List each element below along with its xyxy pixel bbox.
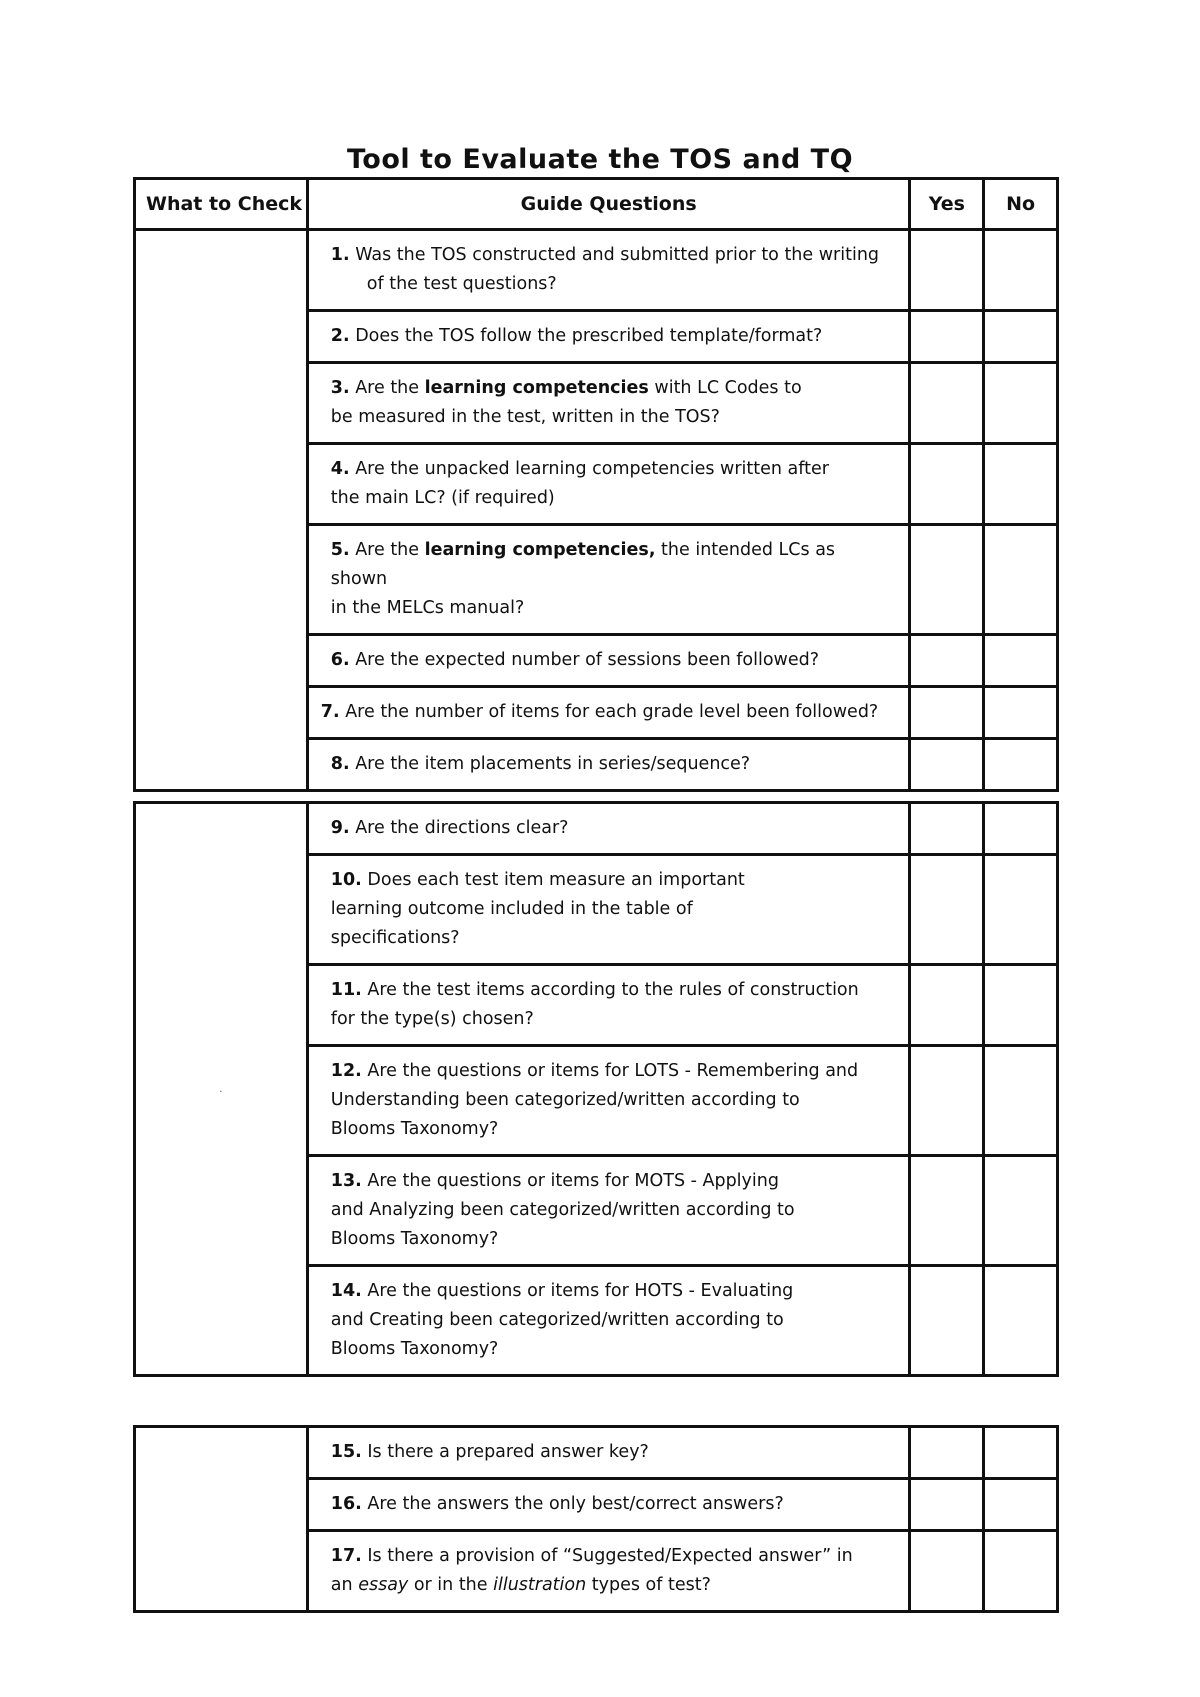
question-text: specifications? <box>330 928 460 948</box>
no-checkbox-15[interactable] <box>984 1427 1058 1479</box>
question-number: 4. <box>330 459 350 479</box>
what-to-check-header: What to Check <box>135 179 308 230</box>
question-text: Are the questions or items for HOTS - Evaluating <box>367 1281 794 1301</box>
question-text: of the test questions? <box>366 274 557 294</box>
no-header: No <box>984 179 1058 230</box>
no-checkbox-3[interactable] <box>984 363 1058 444</box>
question-emphasis: illustration <box>493 1575 587 1595</box>
what-to-check-cell <box>135 230 308 791</box>
question-2 <box>307 311 910 363</box>
question-text: Are the test items according to the rules of construction <box>367 980 859 1000</box>
question-text: Are the unpacked learning competencies written after <box>355 459 829 479</box>
yes-checkbox-14[interactable] <box>910 1266 984 1376</box>
question-number: 13. <box>330 1171 362 1191</box>
question-text: Are the expected number of sessions been followed? <box>355 650 820 670</box>
question-9 <box>307 803 910 855</box>
no-checkbox-12[interactable] <box>984 1046 1058 1156</box>
yes-checkbox-1[interactable] <box>910 230 984 311</box>
no-checkbox-4[interactable] <box>984 444 1058 525</box>
page-title: Tool to Evaluate the TOS and TQ <box>346 144 854 175</box>
question-text: learning outcome included in the table of <box>330 899 693 919</box>
no-checkbox-6[interactable] <box>984 635 1058 687</box>
question-1 <box>307 230 910 311</box>
yes-checkbox-6[interactable] <box>910 635 984 687</box>
yes-checkbox-10[interactable] <box>910 855 984 965</box>
question-text: for the type(s) chosen? <box>330 1009 534 1029</box>
question-text: Are the questions or items for MOTS - Applying <box>367 1171 779 1191</box>
question-number: 10. <box>330 870 362 890</box>
question-text: Are the item placements in series/sequence? <box>355 754 751 774</box>
question-number: 8. <box>330 754 350 774</box>
question-4 <box>307 444 910 525</box>
question-number: 9. <box>330 818 350 838</box>
what-to-check-cell <box>135 1427 308 1612</box>
question-6 <box>307 635 910 687</box>
yes-checkbox-3[interactable] <box>910 363 984 444</box>
yes-checkbox-13[interactable] <box>910 1156 984 1266</box>
question-number: 3. <box>330 378 350 398</box>
question-text: the main LC? (if required) <box>330 488 555 508</box>
question-text: Are the questions or items for LOTS - Remembering and <box>367 1061 859 1081</box>
question-text: Blooms Taxonomy? <box>330 1229 499 1249</box>
question-10 <box>307 855 910 965</box>
yes-checkbox-5[interactable] <box>910 525 984 635</box>
question-5 <box>307 525 910 635</box>
question-text: Was the TOS constructed and submitted prior to the writing <box>355 245 880 265</box>
question-text: the intended LCs as shown <box>330 540 836 589</box>
question-number: 5. <box>330 540 350 560</box>
header-row <box>135 179 1058 230</box>
no-checkbox-11[interactable] <box>984 965 1058 1046</box>
question-text: in the MELCs manual? <box>330 598 525 618</box>
question-number: 15. <box>330 1442 362 1462</box>
question-number: 11. <box>330 980 362 1000</box>
no-checkbox-5[interactable] <box>984 525 1058 635</box>
question-emphasis: essay <box>358 1575 409 1595</box>
tos-table-3 <box>133 1425 1059 1613</box>
question-row-15 <box>135 1427 1058 1479</box>
question-text: and Creating been categorized/written according to <box>330 1310 784 1330</box>
yes-checkbox-9[interactable] <box>910 803 984 855</box>
question-text: or in the <box>408 1575 494 1595</box>
question-text: with LC Codes to <box>648 378 802 398</box>
question-text: an <box>330 1575 359 1595</box>
yes-checkbox-4[interactable] <box>910 444 984 525</box>
question-text: Does the TOS follow the prescribed template/format? <box>355 326 823 346</box>
yes-checkbox-11[interactable] <box>910 965 984 1046</box>
question-text: Are the number of items for each grade level been followed? <box>345 702 879 722</box>
question-7 <box>307 687 910 739</box>
yes-checkbox-17[interactable] <box>910 1531 984 1612</box>
question-number: 2. <box>330 326 350 346</box>
question-emphasis: learning competencies <box>424 378 649 398</box>
question-number: 6. <box>330 650 350 670</box>
question-text: Does each test item measure an important <box>367 870 745 890</box>
question-3 <box>307 363 910 444</box>
question-text: Are the answers the only best/correct answers? <box>367 1494 784 1514</box>
guide-questions-header: Guide Questions <box>307 179 910 230</box>
no-checkbox-13[interactable] <box>984 1156 1058 1266</box>
question-emphasis: learning competencies, <box>424 540 656 560</box>
question-row-1 <box>135 230 1058 311</box>
question-text: Is there a provision of “Suggested/Expected answer” in <box>367 1546 853 1566</box>
question-number: 1. <box>330 245 350 265</box>
question-17 <box>307 1531 910 1612</box>
no-checkbox-17[interactable] <box>984 1531 1058 1612</box>
tos-table-2 <box>133 801 1059 1377</box>
no-checkbox-7[interactable] <box>984 687 1058 739</box>
tos-table-1 <box>133 177 1059 792</box>
no-checkbox-1[interactable] <box>984 230 1058 311</box>
question-text: and Analyzing been categorized/written according to <box>330 1200 795 1220</box>
yes-checkbox-2[interactable] <box>910 311 984 363</box>
question-11 <box>307 965 910 1046</box>
question-text: Are the <box>355 378 425 398</box>
no-checkbox-16[interactable] <box>984 1479 1058 1531</box>
question-text: Is there a prepared answer key? <box>367 1442 649 1462</box>
question-13 <box>307 1156 910 1266</box>
question-number: 14. <box>330 1281 362 1301</box>
no-checkbox-8[interactable] <box>984 739 1058 791</box>
question-12 <box>307 1046 910 1156</box>
no-checkbox-10[interactable] <box>984 855 1058 965</box>
yes-header: Yes <box>910 179 984 230</box>
no-checkbox-9[interactable] <box>984 803 1058 855</box>
question-text: Are the <box>355 540 425 560</box>
question-text: Are the directions clear? <box>355 818 569 838</box>
no-checkbox-2[interactable] <box>984 311 1058 363</box>
question-text: Understanding been categorized/written according to <box>330 1090 800 1110</box>
what-to-check-cell: . <box>135 803 308 1376</box>
question-number: 17. <box>330 1546 362 1566</box>
question-text: Blooms Taxonomy? <box>330 1119 499 1139</box>
question-number: 12. <box>330 1061 362 1081</box>
yes-checkbox-8[interactable] <box>910 739 984 791</box>
question-16 <box>307 1479 910 1531</box>
yes-checkbox-12[interactable] <box>910 1046 984 1156</box>
question-number: 7. <box>320 702 340 722</box>
question-row-9 <box>135 803 1058 855</box>
question-14 <box>307 1266 910 1376</box>
yes-checkbox-7[interactable] <box>910 687 984 739</box>
question-text: types of test? <box>586 1575 711 1595</box>
no-checkbox-14[interactable] <box>984 1266 1058 1376</box>
yes-checkbox-16[interactable] <box>910 1479 984 1531</box>
question-text: be measured in the test, written in the TOS? <box>330 407 720 427</box>
question-text: Blooms Taxonomy? <box>330 1339 499 1359</box>
question-number: 16. <box>330 1494 362 1514</box>
question-15 <box>307 1427 910 1479</box>
yes-checkbox-15[interactable] <box>910 1427 984 1479</box>
question-8 <box>307 739 910 791</box>
